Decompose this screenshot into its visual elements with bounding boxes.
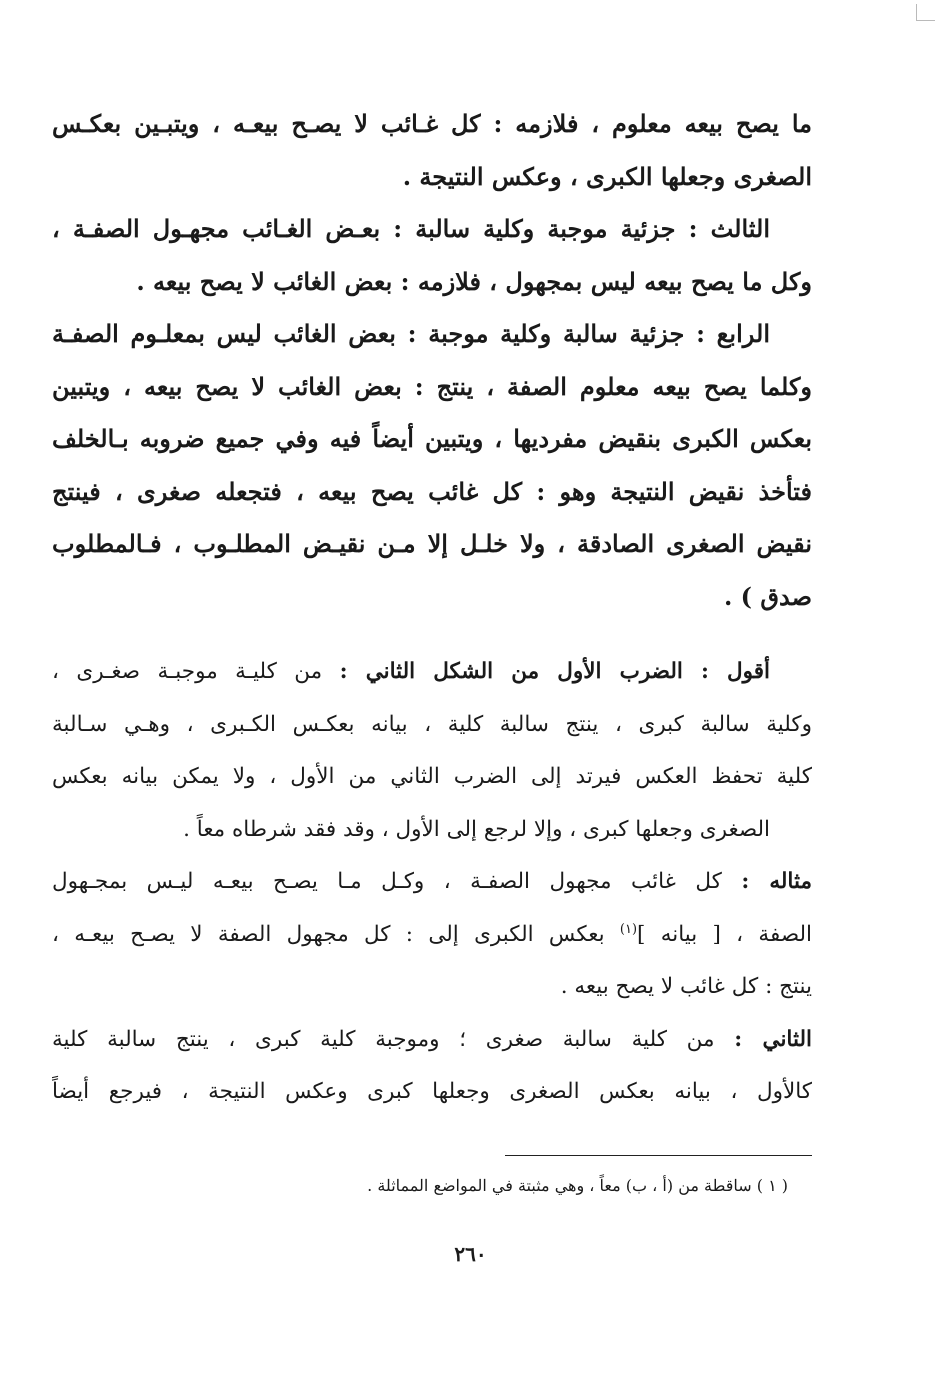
text-line [52, 909, 812, 962]
line-body: بعكس الكبرى إلى : كل مجهول الصفة لا يصـح بيعـه ، [52, 921, 620, 947]
line-lead: مثاله : [741, 869, 812, 894]
text-line: الرابع : جزئية سالبة وكلية موجبة : بعض الغائب ليس بمعلـوم الصفـة [52, 319, 770, 348]
line-lead: الثاني : [734, 1026, 812, 1052]
text-line: الثالث : جزئية موجبة وكلية سالبة : بعـض الغـائب مجهـول الصفـة ، [52, 214, 770, 243]
footnote-divider [505, 1155, 812, 1156]
bold-text-block [52, 98, 812, 623]
line-body: من كلية سالبة صغرى ؛ وموجبة كلية كبرى ، ينتج سالبة كلية [52, 1026, 735, 1052]
line-body: من كليـة موجبـة صغـرى ، [52, 659, 340, 684]
text-line: بعكس الكبرى بنقيض مفرديها ، ويتبين أيضاً فيه وفي جميع ضروبه بـالخلف [52, 424, 812, 453]
plain-text-block [52, 646, 812, 1119]
line-body: كلية تحفظ العكس فيرتد إلى الضرب الثاني من الأول ، ولا يمكن بيانه بعكس [52, 764, 812, 789]
line-body: ينتج : كل غائب لا يصح بيعه . [560, 974, 812, 999]
page-number: ٢٦٠ [454, 1242, 487, 1266]
text-line: وكل ما يصح بيعه ليس بمجهول ، فلازمه : بعض الغائب لا يصح بيعه . [136, 266, 812, 296]
text-line [52, 1014, 812, 1067]
text-line: نقيض الصغرى الصادقة ، ولا خلـل إلا مـن نقيـض المطلـوب ، فـالمطلوب [52, 529, 812, 558]
text-line: ما يصح بيعه معلوم ، فلازمه : كل غـائب لا يصـح بيعـه ، ويتبـين بعكـس [52, 109, 812, 138]
text-line [52, 1066, 812, 1119]
line-body: كل غائب مجهول الصفـة ، وكـل مـا يصـح بيعـه ليـس بمجـهول [52, 869, 742, 894]
text-line [52, 751, 812, 804]
line-body: وكلية سالبة كبرى ، ينتج سالبة كلية ، بيانه بعكـس الكـبرى ، وهـي سـالبة [52, 711, 812, 737]
line-lead: أقول : الضرب الأول من الشكل الثاني : [339, 659, 770, 684]
line-body: الصغرى وجعلها كبرى ، وإلا لرجع إلى الأول ، وقد فقد شرطاه معاً . [183, 816, 770, 842]
text-line [52, 699, 812, 752]
footnote: ( ١ ) ساقطة من (أ ، ب) معاً ، وهي مثبتة في المواضع المماثلة . [367, 1176, 788, 1195]
text-line [52, 856, 812, 909]
text-line: وكلما يصح بيعه معلوم الصفة ، ينتج : بعض الغائب لا يصح بيعه ، ويتبين [52, 371, 812, 401]
footnote-marker: (١) [619, 921, 638, 937]
scan-corner-mark [916, 4, 935, 21]
text-line: الصغرى وجعلها الكبرى ، وعكس النتيجة . [402, 161, 812, 191]
text-line: صدق ) . [723, 581, 812, 611]
text-line: فتأخذ نقيض النتيجة وهو : كل غائب يصح بيعه ، فتجعله صغرى ، فينتج [52, 476, 812, 506]
text-line [52, 961, 812, 1014]
text-line [52, 646, 812, 699]
text-line [52, 804, 812, 857]
line-body: الصفة ، [ بيانه ] [637, 921, 812, 947]
line-body: كالأول ، بيانه بعكس الصغرى وجعلها كبرى وعكس النتيجة ، فيرجع أيضاً [52, 1079, 812, 1104]
